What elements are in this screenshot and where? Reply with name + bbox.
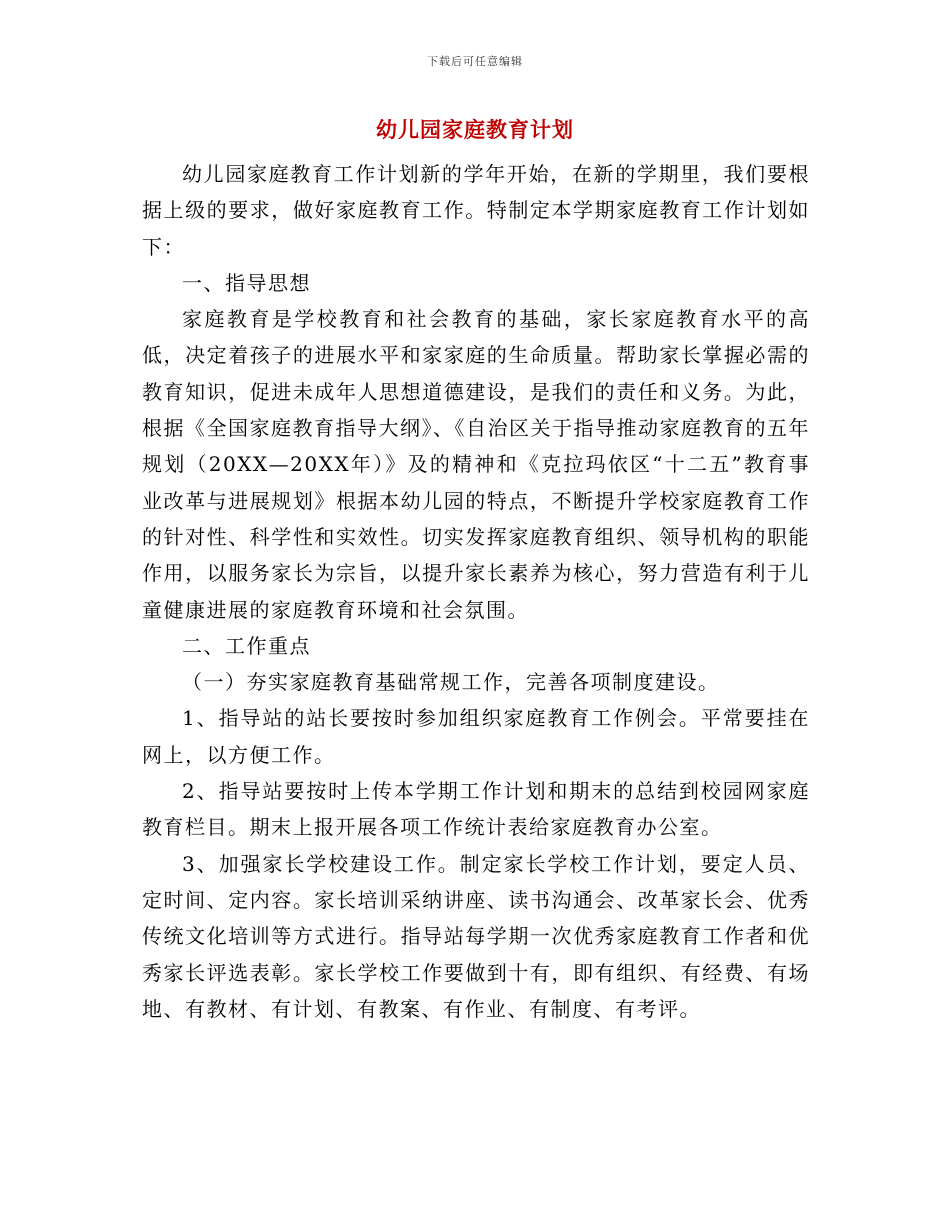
list-item-2: 2、指导站要按时上传本学期工作计划和期末的总结到校园网家庭教育栏目。期末上报开展各项工作统计表给家庭教育办公室。 [142,779,810,840]
paragraph-guiding-ideology: 家庭教育是学校教育和社会教育的基础，家长家庭教育水平的高低，决定着孩子的进展水平和家家庭的生命质量。帮助家长掌握必需的教育知识，促进未成年人思想道德建设，是我们的责任和义务。为此，根据《全国家庭教育指导大纲》、《自治区关于指导推动家庭教育的五年规划（20XX—20XX年）》及的精神和《克拉玛依区“十二五”教育事业改革与进展规划》根据本幼儿园的特点，不断提升学校家庭教育工作的针对性、科学性和实效性。切实发挥家庭教育组织、领导机构的职能作用，以服务家长为宗旨，以提升家长素养为核心，努力营造有利于儿童健康进展的家庭教育环境和社会氛围。 [142,307,810,622]
header-note: 下载后可任意编辑 [427,55,523,68]
heading-guiding-ideology: 一、指导思想 [182,270,311,295]
list-item-3: 3、加强家长学校建设工作。制定家长学校工作计划，要定人员、定时间、定内容。家长培训采纳讲座、读书沟通会、改革家长会、优秀传统文化培训等方式进行。指导站每学期一次优秀家庭教育工作者和优秀家长评选表彰。家长学校工作要做到十有，即有组织、有经费、有场地、有教材、有计划、有教案、有作业、有制度、有考评。 [142,851,810,1021]
subheading-basic-work: （一）夯实家庭教育基础常规工作，完善各项制度建设。 [182,670,720,695]
document-title: 幼儿园家庭教育计划 [376,118,574,142]
list-item-1: 1、指导站的站长要按时参加组织家庭教育工作例会。平常要挂在网上，以方便工作。 [142,706,810,767]
heading-work-focus: 二、工作重点 [182,633,311,658]
document-body [142,156,810,1027]
paragraph-intro: 幼儿园家庭教育工作计划新的学年开始，在新的学期里，我们要根据上级的要求，做好家庭教育工作。特制定本学期家庭教育工作计划如下： [142,162,810,259]
